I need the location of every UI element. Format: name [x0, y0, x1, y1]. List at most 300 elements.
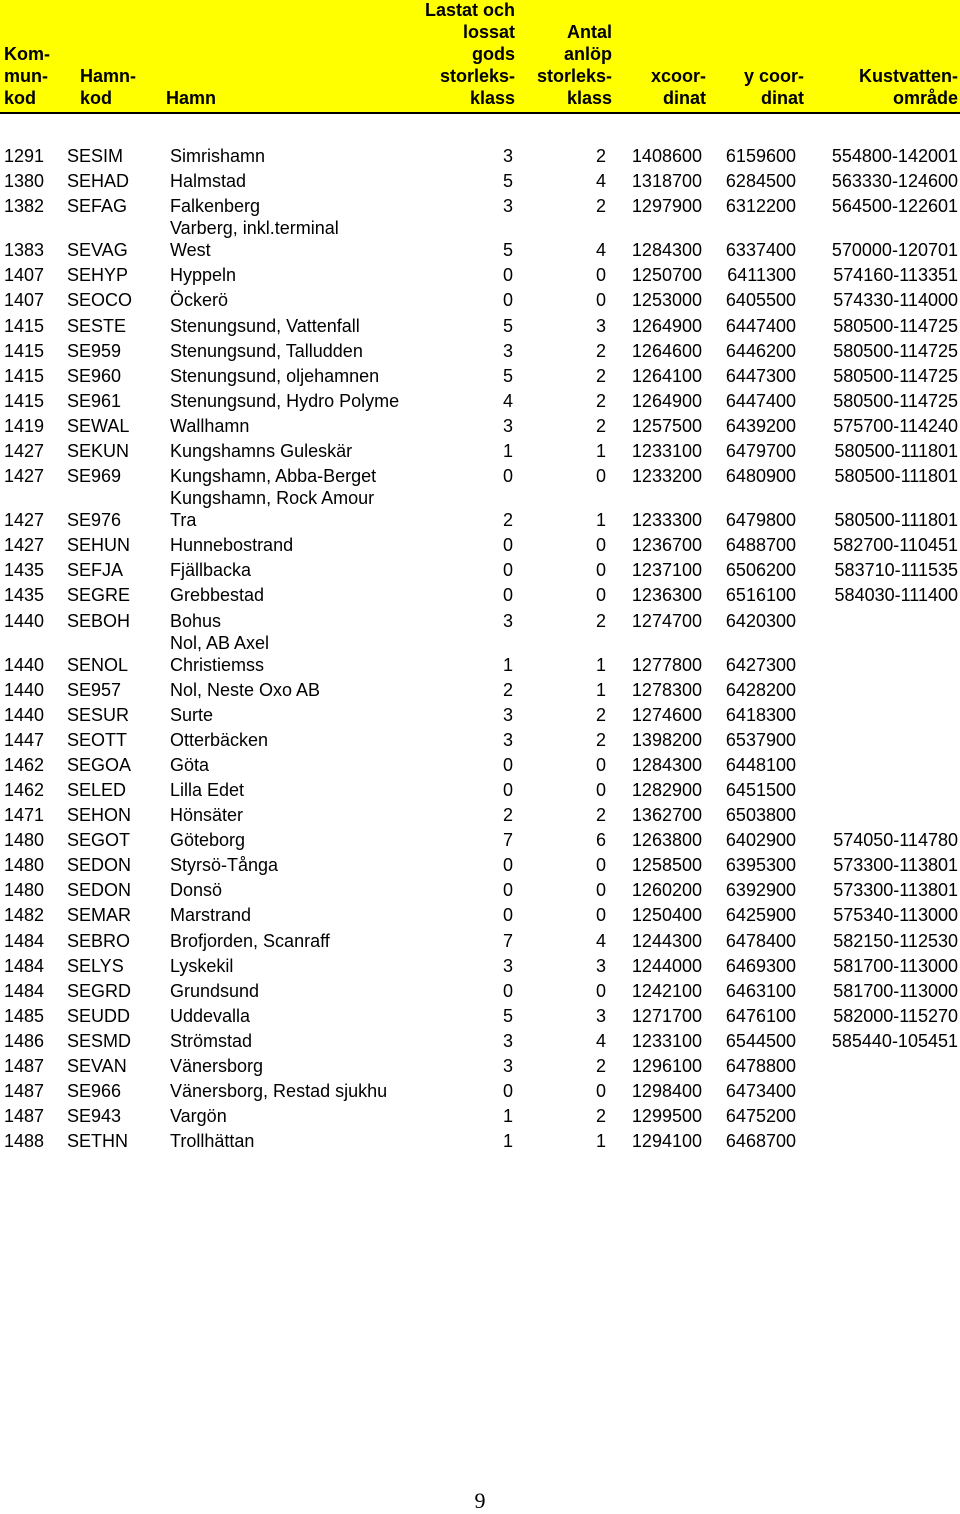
table-row	[0, 192, 960, 217]
page-number: 9	[474, 1488, 486, 1513]
cell-anlop: 0	[595, 754, 606, 775]
cell-gods: 3	[502, 1030, 513, 1051]
table-row	[0, 977, 960, 1002]
table-row	[0, 362, 960, 387]
cell-anlop: 2	[595, 196, 606, 217]
cell-xcoordinat: 1274700	[631, 610, 702, 631]
cell-kommunkod: 1484	[4, 930, 45, 951]
cell-hamn: Öckerö	[170, 290, 229, 311]
table-row	[0, 531, 960, 556]
cell-hamn: Hunnebostrand	[170, 535, 294, 556]
cell-anlop: 6	[595, 830, 606, 851]
cell-kustvattenomrade: 575700-114240	[833, 415, 958, 436]
cell-hamnkod: SE966	[67, 1081, 122, 1102]
cell-hamnkod: SEFAG	[67, 196, 128, 217]
cell-hamn: Vänersborg, Restad sjukhu	[170, 1081, 388, 1102]
cell-kommunkod: 1440	[4, 704, 45, 725]
cell-kommunkod: 1407	[4, 265, 45, 286]
cell-ycoordinat: 6418300	[725, 704, 796, 725]
cell-xcoordinat: 1233200	[631, 466, 702, 487]
cell-hamnkod: SEUDD	[67, 1005, 131, 1026]
cell-kommunkod: 1487	[4, 1056, 45, 1076]
cell-anlop: 2	[595, 1106, 606, 1127]
cell-hamn: Falkenberg	[170, 196, 261, 217]
cell-kommunkod: 1471	[4, 805, 45, 826]
cell-hamnkod: SEGOT	[67, 830, 131, 851]
cell-gods: 0	[502, 905, 513, 926]
cell-anlop: 1	[595, 510, 606, 531]
cell-gods: 3	[502, 955, 513, 976]
cell-hamn: Strömstad	[170, 1030, 253, 1051]
cell-ycoordinat: 6395300	[725, 855, 796, 876]
table-row	[0, 726, 960, 751]
cell-anlop: 2	[595, 390, 606, 411]
cell-gods: 0	[502, 290, 513, 311]
cell-xcoordinat: 1278300	[631, 679, 702, 700]
cell-kustvattenomrade: 580500-114725	[833, 365, 958, 386]
cell-ycoordinat: 6411300	[727, 265, 796, 286]
table-row	[0, 751, 960, 776]
cell-gods: 2	[502, 679, 513, 700]
cell-xcoordinat: 1237100	[631, 560, 702, 581]
cell-gods: 0	[502, 265, 513, 286]
cell-hamn: Lilla Edet	[170, 779, 245, 800]
cell-hamnkod: SELED	[67, 779, 127, 800]
cell-hamnkod: SEHAD	[67, 171, 130, 192]
cell-gods: 0	[502, 585, 513, 606]
cell-xcoordinat: 1236300	[631, 585, 702, 606]
cell-kommunkod: 1427	[4, 441, 45, 462]
cell-kustvattenomrade: 580500-111801	[834, 441, 958, 462]
table-row	[0, 851, 960, 876]
cell-hamnkod: SEVAN	[67, 1056, 127, 1076]
table-row	[0, 337, 960, 362]
cell-kommunkod: 1485	[4, 1005, 45, 1026]
cell-hamn: Kungshamns Guleskär	[170, 441, 353, 462]
cell-ycoordinat: 6405500	[725, 290, 796, 311]
cell-kustvattenomrade: 575340-113000	[833, 905, 958, 926]
table-row	[0, 261, 960, 286]
cell-hamn: Styrsö-Tånga	[170, 855, 279, 876]
cell-ycoordinat: 6427300	[725, 654, 796, 675]
cell-kommunkod: 1383	[4, 240, 45, 261]
cell-hamn: Göta	[170, 754, 210, 775]
cell-xcoordinat: 1260200	[631, 880, 702, 901]
cell-xcoordinat: 1264900	[631, 315, 702, 336]
cell-ycoordinat: 6447400	[725, 390, 796, 411]
cell-hamn: Brofjorden, Scanraff	[170, 930, 330, 951]
cell-hamn: Grundsund	[170, 980, 260, 1001]
cell-ycoordinat: 6476100	[725, 1005, 796, 1026]
cell-kommunkod: 1380	[4, 171, 45, 192]
cell-xcoordinat: 1274600	[631, 704, 702, 725]
cell-kustvattenomrade: 582700-110451	[833, 535, 958, 556]
cell-ycoordinat: 6475200	[725, 1106, 796, 1127]
cell-xcoordinat: 1264100	[631, 365, 702, 386]
cell-kommunkod: 1482	[4, 905, 45, 926]
cell-ycoordinat: 6392900	[725, 880, 796, 901]
cell-xcoordinat: 1362700	[631, 805, 702, 826]
cell-kommunkod: 1415	[4, 365, 45, 386]
cell-hamn: Stenungsund, Vattenfall	[170, 315, 360, 336]
cell-kommunkod: 1480	[4, 855, 45, 876]
cell-xcoordinat: 1236700	[631, 535, 702, 556]
table-row	[0, 286, 960, 311]
cell-hamn: Stenungsund, Hydro Polyme	[170, 390, 400, 411]
cell-anlop: 4	[595, 930, 606, 951]
table-row	[0, 311, 960, 336]
table-row	[0, 701, 960, 726]
cell-gods: 3	[502, 729, 513, 750]
cell-anlop: 0	[595, 905, 606, 926]
cell-xcoordinat: 1264600	[631, 340, 702, 361]
cell-xcoordinat: 1271700	[631, 1005, 702, 1026]
cell-hamnkod: SEBRO	[67, 930, 131, 951]
cell-kommunkod: 1480	[4, 880, 45, 901]
cell-ycoordinat: 6544500	[725, 1030, 796, 1051]
cell-xcoordinat: 1264900	[631, 390, 702, 411]
table-row	[0, 926, 960, 951]
cell-anlop: 0	[595, 779, 606, 800]
cell-kommunkod: 1435	[4, 585, 45, 606]
cell-gods: 4	[502, 390, 513, 411]
table-row	[0, 437, 960, 462]
cell-gods: 5	[502, 1005, 513, 1026]
cell-hamnkod: SENOL	[67, 654, 129, 675]
cell-hamnkod: SEVAG	[67, 240, 128, 261]
cell-kommunkod: 1480	[4, 830, 45, 851]
cell-kustvattenomrade: 564500-122601	[831, 196, 958, 217]
table-row	[0, 1052, 960, 1077]
cell-kommunkod: 1415	[4, 390, 45, 411]
cell-kustvattenomrade: 581700-113000	[833, 980, 958, 1001]
cell-hamnkod: SE969	[67, 466, 122, 487]
cell-gods: 0	[502, 880, 513, 901]
cell-ycoordinat: 6447300	[725, 365, 796, 386]
cell-ycoordinat: 6463100	[725, 980, 796, 1001]
cell-kommunkod: 1447	[4, 729, 45, 750]
cell-gods: 0	[502, 855, 513, 876]
cell-anlop: 2	[595, 340, 606, 361]
table-row	[0, 952, 960, 977]
cell-hamn: Kungshamn, Abba-Berget	[170, 466, 377, 487]
cell-gods: 2	[502, 510, 513, 531]
cell-anlop: 4	[595, 171, 606, 192]
cell-anlop: 3	[595, 955, 606, 976]
table-row	[0, 387, 960, 412]
cell-ycoordinat: 6439200	[725, 415, 796, 436]
cell-gods: 3	[502, 340, 513, 361]
cell-kustvattenomrade: 574160-113351	[833, 265, 958, 286]
cell-gods: 5	[502, 240, 513, 261]
cell-hamnkod: SEHYP	[67, 265, 129, 286]
cell-gods: 0	[502, 980, 513, 1001]
cell-anlop: 0	[595, 265, 606, 286]
table-row	[0, 632, 960, 676]
table-row	[0, 606, 960, 631]
cell-kommunkod: 1435	[4, 560, 45, 581]
cell-hamn: Halmstad	[170, 171, 247, 192]
cell-gods: 7	[502, 830, 513, 851]
cell-gods: 0	[502, 560, 513, 581]
cell-xcoordinat: 1299500	[631, 1106, 702, 1127]
cell-hamn: Fjällbacka	[170, 560, 252, 581]
cell-anlop: 1	[595, 441, 606, 462]
cell-ycoordinat: 6337400	[725, 240, 796, 261]
cell-gods: 5	[502, 315, 513, 336]
cell-hamn: Donsö	[170, 880, 223, 901]
cell-anlop: 0	[595, 880, 606, 901]
cell-anlop: 2	[595, 704, 606, 725]
cell-hamnkod: SE960	[67, 365, 122, 386]
header-hamn: Hamn	[166, 88, 217, 108]
table-row	[0, 487, 960, 531]
cell-hamnkod: SEGRE	[67, 585, 131, 606]
cell-kustvattenomrade: 583710-111535	[834, 560, 958, 581]
cell-kustvattenomrade: 570000-120701	[831, 240, 958, 261]
cell-anlop: 0	[595, 560, 606, 581]
cell-xcoordinat: 1282900	[631, 779, 702, 800]
cell-hamnkod: SESIM	[67, 146, 124, 167]
cell-ycoordinat: 6428200	[725, 679, 796, 700]
table-row	[0, 1127, 960, 1152]
cell-hamnkod: SE976	[67, 510, 122, 531]
cell-xcoordinat: 1233300	[631, 510, 702, 531]
cell-kommunkod: 1440	[4, 654, 45, 675]
cell-hamn: Surte	[170, 704, 214, 725]
cell-ycoordinat: 6469300	[725, 955, 796, 976]
cell-ycoordinat: 6402900	[725, 830, 796, 851]
cell-kommunkod: 1486	[4, 1030, 45, 1051]
cell-kustvattenomrade: 580500-114725	[833, 315, 958, 336]
cell-anlop: 2	[595, 365, 606, 386]
cell-gods: 1	[502, 441, 513, 462]
cell-ycoordinat: 6159600	[725, 146, 796, 167]
table-row	[0, 801, 960, 826]
cell-gods: 1	[502, 1106, 513, 1127]
cell-anlop: 0	[595, 1081, 606, 1102]
cell-ycoordinat: 6488700	[725, 535, 796, 556]
cell-kommunkod: 1415	[4, 340, 45, 361]
cell-anlop: 0	[595, 466, 606, 487]
cell-hamn: Kungshamn, Rock Amour Tra	[170, 488, 375, 531]
cell-gods: 3	[502, 146, 513, 167]
cell-hamn: Grebbestad	[170, 585, 265, 606]
cell-ycoordinat: 6537900	[725, 729, 796, 750]
cell-gods: 2	[502, 805, 513, 826]
cell-anlop: 0	[595, 855, 606, 876]
cell-kommunkod: 1462	[4, 754, 45, 775]
cell-hamnkod: SESTE	[67, 315, 127, 336]
cell-ycoordinat: 6420300	[725, 610, 796, 631]
cell-hamn: Vänersborg	[170, 1056, 264, 1076]
cell-xcoordinat: 1284300	[631, 240, 702, 261]
cell-anlop: 1	[595, 654, 606, 675]
cell-kommunkod: 1427	[4, 466, 45, 487]
cell-xcoordinat: 1244300	[631, 930, 702, 951]
cell-kustvattenomrade: 581700-113000	[833, 955, 958, 976]
cell-ycoordinat: 6480900	[725, 466, 796, 487]
cell-gods: 0	[502, 754, 513, 775]
table-row	[0, 462, 960, 487]
table-row	[0, 412, 960, 437]
cell-gods: 5	[502, 171, 513, 192]
cell-kommunkod: 1427	[4, 535, 45, 556]
cell-kommunkod: 1488	[4, 1131, 45, 1152]
cell-kustvattenomrade: 580500-111801	[834, 510, 958, 531]
header-kommunkod: Kom- mun- kod	[4, 44, 50, 108]
cell-anlop: 2	[595, 610, 606, 631]
cell-hamnkod: SEHUN	[67, 535, 131, 556]
cell-hamn: Simrishamn	[170, 146, 266, 167]
cell-hamnkod: SE957	[67, 679, 122, 700]
cell-kustvattenomrade: 573300-113801	[833, 880, 958, 901]
cell-hamnkod: SESMD	[67, 1030, 132, 1051]
header-xcoordinat: xcoor- dinat	[650, 66, 706, 108]
cell-anlop: 2	[595, 415, 606, 436]
cell-xcoordinat: 1233100	[631, 441, 702, 462]
table-row	[0, 167, 960, 192]
cell-ycoordinat: 6473400	[725, 1081, 796, 1102]
table-row	[0, 581, 960, 606]
cell-gods: 0	[502, 1081, 513, 1102]
cell-kommunkod: 1462	[4, 779, 45, 800]
cell-xcoordinat: 1408600	[631, 146, 702, 167]
cell-gods: 3	[502, 1056, 513, 1076]
cell-anlop: 2	[595, 146, 606, 167]
cell-xcoordinat: 1244000	[631, 955, 702, 976]
cell-anlop: 2	[595, 805, 606, 826]
cell-hamnkod: SEGOA	[67, 754, 132, 775]
cell-kommunkod: 1440	[4, 610, 45, 631]
cell-hamnkod: SEBOH	[67, 610, 131, 631]
cell-hamn: Hönsäter	[170, 805, 244, 826]
cell-gods: 1	[502, 1131, 513, 1152]
cell-hamnkod: SEWAL	[67, 415, 130, 436]
cell-hamnkod: SESUR	[67, 704, 130, 725]
cell-ycoordinat: 6478800	[725, 1056, 796, 1076]
cell-anlop: 2	[595, 1056, 606, 1076]
cell-hamnkod: SEGRD	[67, 980, 132, 1001]
cell-kommunkod: 1291	[4, 146, 45, 167]
table-row	[0, 776, 960, 801]
cell-anlop: 0	[595, 980, 606, 1001]
table-row	[0, 1102, 960, 1127]
cell-ycoordinat: 6284500	[725, 171, 796, 192]
cell-kustvattenomrade: 574050-114780	[833, 830, 958, 851]
cell-xcoordinat: 1242100	[631, 980, 702, 1001]
cell-anlop: 3	[595, 1005, 606, 1026]
cell-kustvattenomrade: 580500-114725	[833, 390, 958, 411]
cell-hamn: Varberg, inkl.terminal West	[170, 218, 339, 261]
cell-kustvattenomrade: 573300-113801	[833, 855, 958, 876]
cell-ycoordinat: 6448100	[725, 754, 796, 775]
table-row	[0, 676, 960, 701]
cell-gods: 3	[502, 196, 513, 217]
table-row	[0, 826, 960, 851]
cell-xcoordinat: 1296100	[631, 1056, 702, 1076]
cell-ycoordinat: 6312200	[725, 196, 796, 217]
cell-xcoordinat: 1263800	[631, 830, 702, 851]
cell-anlop: 0	[595, 290, 606, 311]
cell-ycoordinat: 6451500	[725, 779, 796, 800]
table-row	[0, 1027, 960, 1052]
cell-kommunkod: 1484	[4, 980, 45, 1001]
cell-xcoordinat: 1294100	[631, 1131, 702, 1152]
cell-ycoordinat: 6425900	[725, 905, 796, 926]
cell-xcoordinat: 1318700	[631, 171, 702, 192]
cell-hamn: Wallhamn	[170, 415, 250, 436]
cell-ycoordinat: 6479700	[725, 441, 796, 462]
cell-hamnkod: SELYS	[67, 955, 124, 976]
cell-hamn: Vargön	[170, 1106, 227, 1127]
cell-anlop: 0	[595, 535, 606, 556]
cell-hamnkod: SEHON	[67, 805, 132, 826]
cell-xcoordinat: 1284300	[631, 754, 702, 775]
cell-hamnkod: SEDON	[67, 855, 132, 876]
cell-xcoordinat: 1297900	[631, 196, 702, 217]
header-hamnkod: Hamn- kod	[80, 66, 137, 108]
header-gods-storleksklass: Lastat och lossat gods storleks- klass	[424, 0, 515, 108]
table-row	[0, 876, 960, 901]
cell-xcoordinat: 1277800	[631, 654, 702, 675]
cell-gods: 0	[502, 535, 513, 556]
cell-gods: 3	[502, 704, 513, 725]
cell-ycoordinat: 6503800	[725, 805, 796, 826]
cell-hamn: Lyskekil	[170, 955, 234, 976]
cell-kustvattenomrade: 563330-124600	[831, 171, 958, 192]
cell-xcoordinat: 1250400	[631, 905, 702, 926]
cell-hamnkod: SE943	[67, 1106, 122, 1127]
table-row	[0, 901, 960, 926]
cell-hamnkod: SEOCO	[67, 290, 133, 311]
cell-hamnkod: SETHN	[67, 1131, 129, 1152]
cell-anlop: 4	[595, 240, 606, 261]
cell-hamn: Göteborg	[170, 830, 246, 851]
cell-hamn: Trollhättan	[170, 1131, 255, 1152]
table-header	[0, 0, 960, 114]
cell-gods: 7	[502, 930, 513, 951]
table-row	[0, 1077, 960, 1102]
cell-gods: 0	[502, 779, 513, 800]
cell-kommunkod: 1427	[4, 510, 45, 531]
cell-hamn: Stenungsund, Talludden	[170, 340, 363, 361]
cell-gods: 5	[502, 365, 513, 386]
cell-hamnkod: SEMAR	[67, 905, 132, 926]
cell-anlop: 3	[595, 315, 606, 336]
cell-ycoordinat: 6468700	[725, 1131, 796, 1152]
cell-hamn: Nol, AB Axel Christiemss	[170, 632, 270, 675]
table-body	[0, 142, 960, 1152]
cell-gods: 3	[502, 415, 513, 436]
cell-xcoordinat: 1233100	[631, 1030, 702, 1051]
cell-ycoordinat: 6446200	[725, 340, 796, 361]
cell-ycoordinat: 6478400	[725, 930, 796, 951]
cell-kommunkod: 1487	[4, 1081, 45, 1102]
cell-kustvattenomrade: 585440-105451	[831, 1030, 958, 1051]
cell-xcoordinat: 1250700	[631, 265, 702, 286]
cell-anlop: 2	[595, 729, 606, 750]
cell-xcoordinat: 1253000	[631, 290, 702, 311]
cell-kustvattenomrade: 554800-142001	[831, 146, 958, 167]
cell-kustvattenomrade: 584030-111400	[834, 585, 958, 606]
cell-ycoordinat: 6516100	[725, 585, 796, 606]
cell-hamn: Nol, Neste Oxo AB	[170, 679, 321, 700]
cell-hamnkod: SEFJA	[67, 560, 124, 581]
cell-hamnkod: SEOTT	[67, 729, 128, 750]
cell-xcoordinat: 1258500	[631, 855, 702, 876]
cell-kustvattenomrade: 574330-114000	[833, 290, 958, 311]
